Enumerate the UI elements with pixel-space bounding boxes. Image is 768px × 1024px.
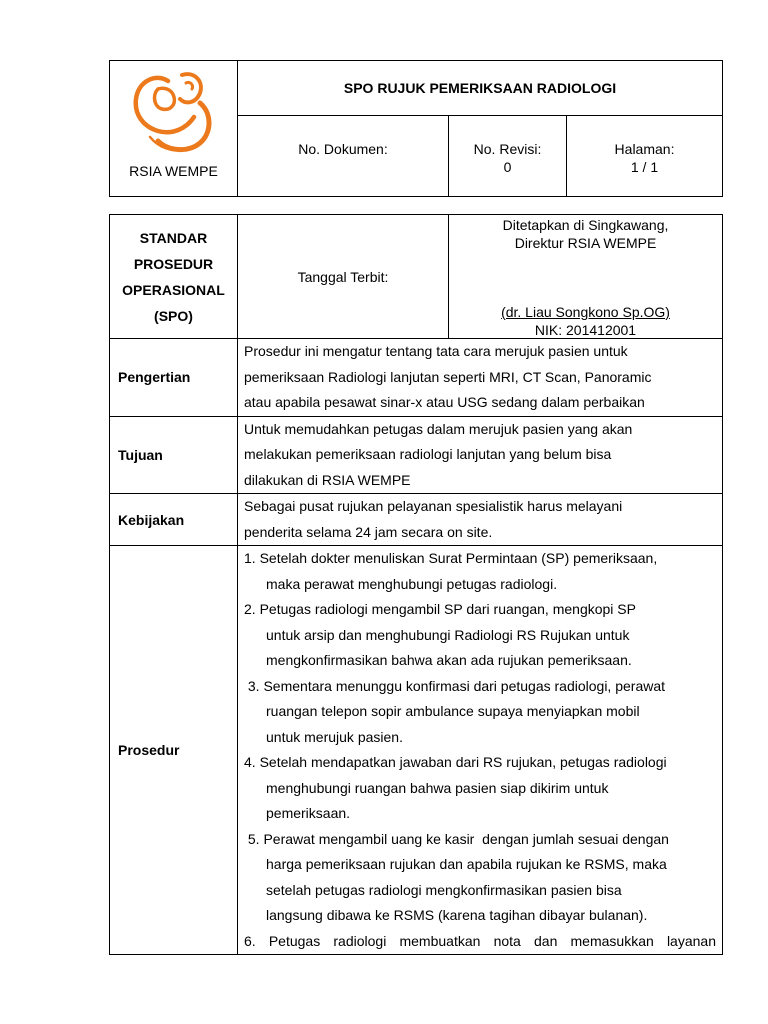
- step-line: untuk merujuk pasien.: [266, 728, 403, 745]
- pengertian-label: Pengertian: [110, 339, 238, 417]
- text-line: Untuk memudahkan petugas dalam merujuk pasien yang akan: [244, 420, 633, 437]
- pengertian-text: [238, 339, 723, 417]
- step-line: mengkonfirmasikan bahwa akan ada rujukan pemeriksaan.: [266, 652, 632, 668]
- step-line: ruangan telepon sopir ambulance supaya menyiapkan mobil: [266, 703, 640, 719]
- spo-label-line: OPERASIONAL: [122, 281, 225, 298]
- text-line: Sebagai pusat rujukan pelayanan spesialistik harus melayani: [244, 498, 623, 514]
- approval-title: Direktur RSIA WEMPE: [514, 235, 657, 251]
- signatory-nik: NIK: 201412001: [534, 322, 637, 338]
- kebijakan-label: Kebijakan: [110, 494, 238, 546]
- procedure-step: [244, 674, 716, 751]
- hospital-logo-icon: [128, 67, 220, 159]
- procedure-step: [244, 750, 716, 827]
- step-line: harga pemeriksaan rujukan dan apabila rujukan ke RSMS, maka: [266, 856, 667, 872]
- approval-place: Ditetapkan di Singkawang,: [502, 217, 669, 233]
- prosedur-steps: [238, 546, 723, 955]
- prosedur-label: Prosedur: [110, 546, 238, 955]
- tujuan-text: [238, 416, 723, 494]
- approval-cell: [449, 215, 723, 339]
- revision-value: 0: [503, 159, 512, 175]
- step-line: langsung dibawa ke RSMS (karena tagihan dibayar bulanan).: [266, 907, 648, 923]
- text-line: Prosedur ini mengatur tentang tata cara merujuk pasien untuk: [244, 343, 628, 359]
- revision-label: No. Revisi:: [473, 141, 542, 157]
- spo-content-table: [109, 214, 723, 955]
- page-cell: [567, 116, 723, 197]
- revision-cell: [449, 116, 567, 197]
- step-first-line: 2. Petugas radiologi mengambil SP dari ruangan, mengkopi SP: [244, 601, 636, 617]
- spo-label-line: (SPO): [154, 307, 193, 324]
- signatory-name: (dr. Liau Songkono Sp.OG): [501, 304, 670, 320]
- step-first-line: 1. Setelah dokter menuliskan Surat Permintaan (SP) pemeriksaan,: [244, 550, 658, 566]
- step-line: untuk arsip dan menghubungi Radiologi RS Rujukan untuk: [266, 626, 630, 643]
- procedure-step: [244, 929, 716, 955]
- step-line: pemeriksaan.: [266, 805, 351, 821]
- step-first-line: 6. Petugas radiologi membuatkan nota dan memasukkan layanan: [244, 932, 716, 949]
- document-title: SPO RUJUK PEMERIKSAAN RADIOLOGI: [238, 61, 723, 116]
- procedure-step: [244, 597, 716, 674]
- doc-number-cell: [238, 116, 449, 197]
- step-line: maka perawat menghubungi petugas radiologi.: [266, 575, 558, 592]
- doc-number-label: No. Dokumen:: [298, 141, 388, 157]
- procedure-step: [244, 827, 716, 929]
- spo-label-line: PROSEDUR: [133, 255, 214, 272]
- spo-label-line: STANDAR: [139, 229, 208, 246]
- step-first-line: 4. Setelah mendapatkan jawaban dari RS rujukan, petugas radiologi: [244, 754, 667, 770]
- logo-strokes: [136, 74, 209, 150]
- spo-label-cell: [110, 215, 238, 339]
- logo-cell: [110, 61, 238, 197]
- step-line: setelah petugas radiologi mengkonfirmasikan pasien bisa: [266, 881, 622, 898]
- page-value: 1 / 1: [630, 159, 659, 175]
- approval-header: [449, 216, 722, 252]
- issue-date-cell: [238, 215, 449, 339]
- text-line: pemeriksaan Radiologi lanjutan seperti MRI, CT Scan, Panoramic: [244, 368, 652, 385]
- text-line: dilakukan di RSIA WEMPE: [244, 471, 411, 488]
- kebijakan-text: [238, 494, 723, 546]
- tujuan-label: Tujuan: [110, 416, 238, 494]
- hospital-name: RSIA WEMPE: [129, 163, 218, 179]
- step-first-line: 3. Sementara menunggu konfirmasi dari petugas radiologi, perawat: [244, 677, 666, 694]
- signature-block: [449, 303, 722, 339]
- text-line: melakukan pemeriksaan radiologi lanjutan yang belum bisa: [244, 446, 612, 462]
- step-line: menghubungi ruangan bahwa pasien siap dikirim untuk: [266, 779, 609, 796]
- text-line: atau apabila pesawat sinar-x atau USG sedang dalam perbaikan: [244, 394, 645, 410]
- text-line: penderita selama 24 jam secara on site.: [244, 523, 493, 540]
- document-header-table: [109, 60, 723, 197]
- page-label: Halaman:: [614, 141, 675, 157]
- step-first-line: 5. Perawat mengambil uang ke kasir dengan jumlah sesuai dengan: [244, 830, 669, 847]
- procedure-step: [244, 546, 716, 597]
- issue-date-label: Tanggal Terbit:: [297, 268, 389, 285]
